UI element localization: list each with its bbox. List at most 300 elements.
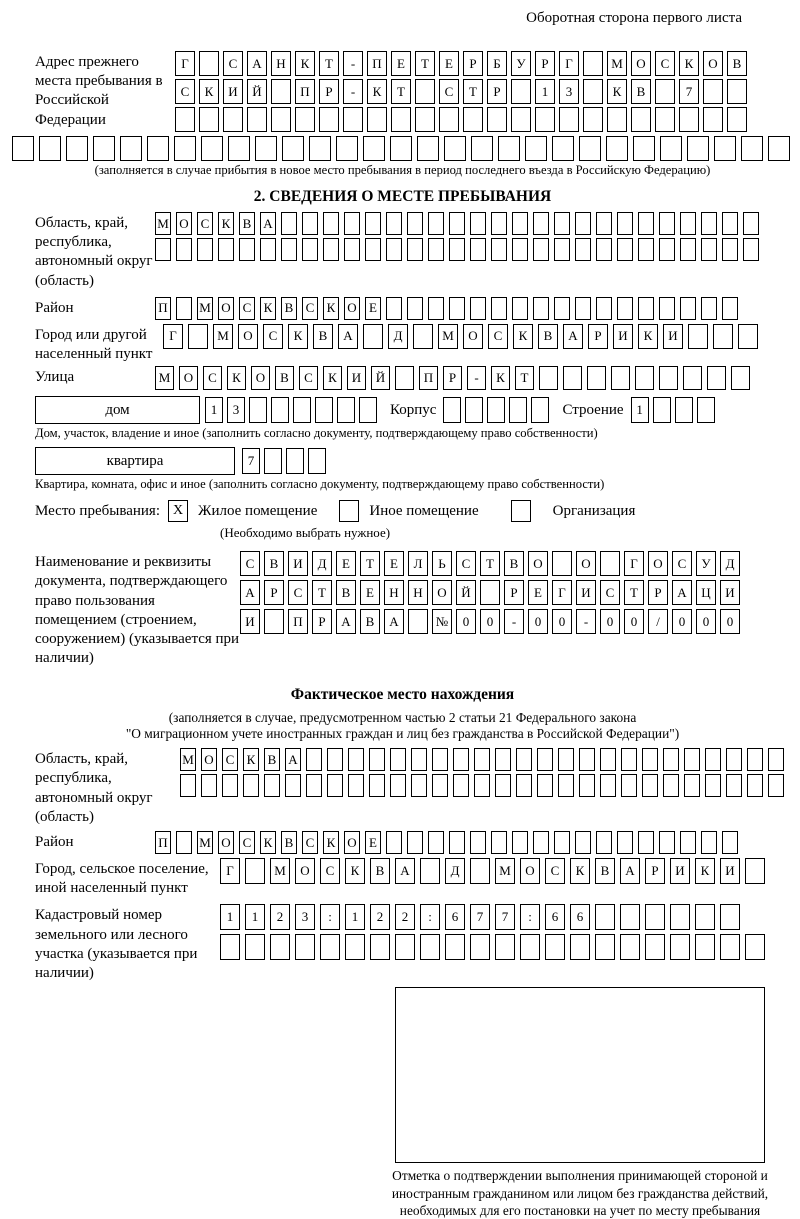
char-cell[interactable] bbox=[363, 324, 383, 349]
char-cell[interactable]: 2 bbox=[370, 904, 390, 930]
char-cell[interactable]: Р bbox=[504, 580, 524, 605]
char-cell[interactable] bbox=[621, 774, 637, 797]
char-cell[interactable]: А bbox=[285, 748, 301, 771]
char-cell[interactable] bbox=[395, 934, 415, 960]
char-cell[interactable] bbox=[747, 748, 763, 771]
char-cell[interactable]: 0 bbox=[624, 609, 644, 634]
char-cell[interactable]: С bbox=[299, 366, 318, 390]
char-cell[interactable] bbox=[487, 397, 505, 423]
char-cell[interactable] bbox=[201, 136, 223, 161]
char-cell[interactable] bbox=[531, 397, 549, 423]
char-cell[interactable] bbox=[260, 238, 276, 261]
char-cell[interactable] bbox=[705, 774, 721, 797]
char-cell[interactable]: Р bbox=[319, 79, 339, 104]
char-cell[interactable] bbox=[495, 774, 511, 797]
char-cell[interactable]: И bbox=[663, 324, 683, 349]
district-row[interactable] bbox=[155, 297, 743, 320]
char-cell[interactable]: А bbox=[260, 212, 276, 235]
char-cell[interactable] bbox=[655, 79, 675, 104]
char-cell[interactable] bbox=[579, 136, 601, 161]
char-cell[interactable] bbox=[295, 934, 315, 960]
char-cell[interactable] bbox=[621, 748, 637, 771]
char-cell[interactable] bbox=[491, 831, 507, 854]
char-cell[interactable] bbox=[713, 324, 733, 349]
char-cell[interactable]: И bbox=[347, 366, 366, 390]
char-cell[interactable]: Д bbox=[312, 551, 332, 576]
char-cell[interactable]: О bbox=[463, 324, 483, 349]
char-cell[interactable] bbox=[471, 136, 493, 161]
char-cell[interactable]: К bbox=[199, 79, 219, 104]
city-row[interactable] bbox=[163, 324, 763, 349]
char-cell[interactable]: С bbox=[600, 580, 620, 605]
checkbox-residential[interactable]: X bbox=[168, 500, 188, 522]
char-cell[interactable] bbox=[575, 212, 591, 235]
char-cell[interactable]: С bbox=[203, 366, 222, 390]
char-cell[interactable] bbox=[695, 904, 715, 930]
char-cell[interactable]: А bbox=[336, 609, 356, 634]
char-cell[interactable] bbox=[525, 136, 547, 161]
char-cell[interactable] bbox=[395, 366, 414, 390]
char-cell[interactable]: С bbox=[175, 79, 195, 104]
char-cell[interactable]: В bbox=[275, 366, 294, 390]
apartment-number-cells[interactable] bbox=[242, 448, 330, 474]
char-cell[interactable] bbox=[365, 212, 381, 235]
char-cell[interactable] bbox=[369, 774, 385, 797]
char-cell[interactable] bbox=[344, 212, 360, 235]
char-cell[interactable]: Р bbox=[463, 51, 483, 76]
char-cell[interactable]: У bbox=[696, 551, 716, 576]
char-cell[interactable] bbox=[575, 297, 591, 320]
char-cell[interactable] bbox=[348, 748, 364, 771]
prev-address-row-1[interactable] bbox=[175, 51, 751, 76]
char-cell[interactable]: В bbox=[595, 858, 615, 884]
char-cell[interactable]: К bbox=[218, 212, 234, 235]
char-cell[interactable] bbox=[583, 107, 603, 132]
char-cell[interactable] bbox=[638, 831, 654, 854]
char-cell[interactable]: К bbox=[638, 324, 658, 349]
char-cell[interactable] bbox=[147, 136, 169, 161]
char-cell[interactable] bbox=[197, 238, 213, 261]
char-cell[interactable] bbox=[365, 238, 381, 261]
char-cell[interactable] bbox=[345, 934, 365, 960]
char-cell[interactable] bbox=[359, 397, 377, 423]
char-cell[interactable] bbox=[701, 297, 717, 320]
char-cell[interactable]: Т bbox=[515, 366, 534, 390]
actual-district-row[interactable] bbox=[155, 831, 743, 854]
char-cell[interactable] bbox=[463, 107, 483, 132]
char-cell[interactable]: 1 bbox=[205, 397, 223, 423]
char-cell[interactable] bbox=[684, 748, 700, 771]
char-cell[interactable] bbox=[659, 212, 675, 235]
char-cell[interactable]: Р bbox=[588, 324, 608, 349]
char-cell[interactable]: 3 bbox=[227, 397, 245, 423]
char-cell[interactable] bbox=[407, 212, 423, 235]
char-cell[interactable]: В bbox=[631, 79, 651, 104]
char-cell[interactable] bbox=[533, 831, 549, 854]
char-cell[interactable] bbox=[411, 774, 427, 797]
char-cell[interactable]: Е bbox=[360, 580, 380, 605]
char-cell[interactable]: Е bbox=[365, 831, 381, 854]
char-cell[interactable] bbox=[595, 904, 615, 930]
korpus-cells[interactable] bbox=[443, 397, 553, 423]
char-cell[interactable] bbox=[391, 107, 411, 132]
char-cell[interactable] bbox=[768, 774, 784, 797]
char-cell[interactable]: М bbox=[607, 51, 627, 76]
char-cell[interactable] bbox=[295, 107, 315, 132]
char-cell[interactable] bbox=[663, 748, 679, 771]
char-cell[interactable]: М bbox=[495, 858, 515, 884]
char-cell[interactable] bbox=[743, 212, 759, 235]
char-cell[interactable] bbox=[306, 748, 322, 771]
char-cell[interactable]: К bbox=[227, 366, 246, 390]
char-cell[interactable] bbox=[453, 774, 469, 797]
char-cell[interactable]: С bbox=[240, 551, 260, 576]
char-cell[interactable]: О bbox=[520, 858, 540, 884]
char-cell[interactable] bbox=[512, 238, 528, 261]
char-cell[interactable]: К bbox=[570, 858, 590, 884]
char-cell[interactable] bbox=[386, 831, 402, 854]
char-cell[interactable] bbox=[545, 934, 565, 960]
char-cell[interactable] bbox=[199, 107, 219, 132]
char-cell[interactable] bbox=[415, 107, 435, 132]
char-cell[interactable]: К bbox=[260, 297, 276, 320]
char-cell[interactable] bbox=[701, 831, 717, 854]
char-cell[interactable]: П bbox=[288, 609, 308, 634]
char-cell[interactable]: И bbox=[613, 324, 633, 349]
char-cell[interactable] bbox=[432, 748, 448, 771]
char-cell[interactable] bbox=[575, 238, 591, 261]
char-cell[interactable] bbox=[271, 79, 291, 104]
char-cell[interactable] bbox=[631, 107, 651, 132]
char-cell[interactable]: О bbox=[295, 858, 315, 884]
char-cell[interactable]: В bbox=[281, 831, 297, 854]
char-cell[interactable] bbox=[498, 136, 520, 161]
char-cell[interactable] bbox=[642, 774, 658, 797]
char-cell[interactable] bbox=[66, 136, 88, 161]
checkbox-other-premises[interactable] bbox=[339, 500, 359, 522]
char-cell[interactable]: К bbox=[323, 366, 342, 390]
char-cell[interactable]: Г bbox=[163, 324, 183, 349]
char-cell[interactable] bbox=[554, 831, 570, 854]
char-cell[interactable] bbox=[680, 831, 696, 854]
char-cell[interactable] bbox=[745, 934, 765, 960]
char-cell[interactable]: К bbox=[491, 366, 510, 390]
char-cell[interactable] bbox=[308, 448, 326, 474]
char-cell[interactable]: Й bbox=[456, 580, 476, 605]
char-cell[interactable] bbox=[688, 324, 708, 349]
char-cell[interactable]: Е bbox=[336, 551, 356, 576]
char-cell[interactable] bbox=[533, 238, 549, 261]
char-cell[interactable] bbox=[575, 831, 591, 854]
char-cell[interactable] bbox=[264, 448, 282, 474]
char-cell[interactable] bbox=[201, 774, 217, 797]
char-cell[interactable] bbox=[611, 366, 630, 390]
char-cell[interactable] bbox=[281, 238, 297, 261]
char-cell[interactable] bbox=[638, 238, 654, 261]
char-cell[interactable] bbox=[367, 107, 387, 132]
char-cell[interactable] bbox=[420, 934, 440, 960]
char-cell[interactable]: И bbox=[240, 609, 260, 634]
char-cell[interactable] bbox=[428, 238, 444, 261]
char-cell[interactable]: 1 bbox=[245, 904, 265, 930]
char-cell[interactable] bbox=[491, 297, 507, 320]
char-cell[interactable]: В bbox=[264, 748, 280, 771]
char-cell[interactable] bbox=[617, 238, 633, 261]
char-cell[interactable] bbox=[470, 212, 486, 235]
char-cell[interactable] bbox=[509, 397, 527, 423]
char-cell[interactable]: 7 bbox=[470, 904, 490, 930]
char-cell[interactable] bbox=[470, 831, 486, 854]
char-cell[interactable]: Т bbox=[480, 551, 500, 576]
char-cell[interactable] bbox=[559, 107, 579, 132]
char-cell[interactable] bbox=[617, 297, 633, 320]
char-cell[interactable] bbox=[415, 79, 435, 104]
char-cell[interactable] bbox=[344, 238, 360, 261]
char-cell[interactable] bbox=[306, 774, 322, 797]
char-cell[interactable] bbox=[635, 366, 654, 390]
char-cell[interactable] bbox=[600, 774, 616, 797]
char-cell[interactable]: Б bbox=[487, 51, 507, 76]
char-cell[interactable]: С bbox=[655, 51, 675, 76]
char-cell[interactable]: С bbox=[239, 831, 255, 854]
char-cell[interactable] bbox=[417, 136, 439, 161]
char-cell[interactable]: О bbox=[218, 297, 234, 320]
char-cell[interactable] bbox=[670, 934, 690, 960]
char-cell[interactable] bbox=[659, 366, 678, 390]
char-cell[interactable] bbox=[474, 774, 490, 797]
region-row-2[interactable] bbox=[155, 238, 764, 261]
char-cell[interactable]: 0 bbox=[720, 609, 740, 634]
char-cell[interactable]: П bbox=[419, 366, 438, 390]
char-cell[interactable]: - bbox=[343, 51, 363, 76]
char-cell[interactable]: Е bbox=[365, 297, 381, 320]
char-cell[interactable] bbox=[309, 136, 331, 161]
char-cell[interactable]: О bbox=[344, 831, 360, 854]
char-cell[interactable] bbox=[701, 238, 717, 261]
char-cell[interactable]: А bbox=[395, 858, 415, 884]
char-cell[interactable] bbox=[563, 366, 582, 390]
char-cell[interactable] bbox=[595, 934, 615, 960]
char-cell[interactable] bbox=[633, 136, 655, 161]
char-cell[interactable] bbox=[638, 212, 654, 235]
char-cell[interactable] bbox=[407, 238, 423, 261]
char-cell[interactable] bbox=[220, 934, 240, 960]
char-cell[interactable]: В bbox=[538, 324, 558, 349]
char-cell[interactable] bbox=[302, 238, 318, 261]
char-cell[interactable]: : bbox=[320, 904, 340, 930]
char-cell[interactable]: Р bbox=[535, 51, 555, 76]
char-cell[interactable]: 7 bbox=[242, 448, 260, 474]
char-cell[interactable] bbox=[337, 397, 355, 423]
char-cell[interactable]: Р bbox=[648, 580, 668, 605]
char-cell[interactable] bbox=[12, 136, 34, 161]
char-cell[interactable] bbox=[596, 212, 612, 235]
char-cell[interactable]: Т bbox=[312, 580, 332, 605]
char-cell[interactable] bbox=[222, 774, 238, 797]
char-cell[interactable]: К bbox=[607, 79, 627, 104]
char-cell[interactable] bbox=[444, 136, 466, 161]
char-cell[interactable]: № bbox=[432, 609, 452, 634]
char-cell[interactable]: М bbox=[197, 831, 213, 854]
char-cell[interactable]: : bbox=[420, 904, 440, 930]
char-cell[interactable] bbox=[583, 51, 603, 76]
char-cell[interactable]: : bbox=[520, 904, 540, 930]
char-cell[interactable] bbox=[247, 107, 267, 132]
char-cell[interactable]: Д bbox=[388, 324, 408, 349]
char-cell[interactable] bbox=[413, 324, 433, 349]
char-cell[interactable]: Г bbox=[559, 51, 579, 76]
char-cell[interactable] bbox=[449, 297, 465, 320]
char-cell[interactable]: М bbox=[438, 324, 458, 349]
char-cell[interactable]: К bbox=[243, 748, 259, 771]
char-cell[interactable]: 6 bbox=[445, 904, 465, 930]
char-cell[interactable] bbox=[606, 136, 628, 161]
char-cell[interactable] bbox=[596, 831, 612, 854]
char-cell[interactable]: В bbox=[336, 580, 356, 605]
char-cell[interactable] bbox=[443, 397, 461, 423]
document-row-1[interactable] bbox=[240, 551, 744, 576]
char-cell[interactable]: Л bbox=[408, 551, 428, 576]
char-cell[interactable]: И bbox=[670, 858, 690, 884]
char-cell[interactable] bbox=[727, 79, 747, 104]
char-cell[interactable] bbox=[511, 79, 531, 104]
char-cell[interactable]: 0 bbox=[480, 609, 500, 634]
char-cell[interactable] bbox=[743, 238, 759, 261]
char-cell[interactable]: И bbox=[576, 580, 596, 605]
char-cell[interactable]: Т bbox=[360, 551, 380, 576]
char-cell[interactable] bbox=[687, 136, 709, 161]
char-cell[interactable] bbox=[722, 212, 738, 235]
char-cell[interactable] bbox=[495, 934, 515, 960]
char-cell[interactable] bbox=[512, 831, 528, 854]
char-cell[interactable]: С bbox=[223, 51, 243, 76]
char-cell[interactable]: В bbox=[727, 51, 747, 76]
char-cell[interactable] bbox=[535, 107, 555, 132]
char-cell[interactable]: К bbox=[260, 831, 276, 854]
char-cell[interactable]: Р bbox=[487, 79, 507, 104]
char-cell[interactable] bbox=[533, 212, 549, 235]
char-cell[interactable]: И bbox=[223, 79, 243, 104]
char-cell[interactable] bbox=[176, 831, 192, 854]
street-row[interactable] bbox=[155, 366, 755, 390]
char-cell[interactable] bbox=[228, 136, 250, 161]
char-cell[interactable]: П bbox=[295, 79, 315, 104]
char-cell[interactable]: К bbox=[345, 858, 365, 884]
house-type-box[interactable]: дом bbox=[35, 396, 200, 424]
char-cell[interactable]: В bbox=[360, 609, 380, 634]
char-cell[interactable] bbox=[659, 297, 675, 320]
char-cell[interactable] bbox=[176, 238, 192, 261]
char-cell[interactable]: Т bbox=[415, 51, 435, 76]
char-cell[interactable]: 1 bbox=[220, 904, 240, 930]
char-cell[interactable]: П bbox=[155, 831, 171, 854]
char-cell[interactable] bbox=[684, 774, 700, 797]
char-cell[interactable] bbox=[726, 774, 742, 797]
char-cell[interactable]: К bbox=[679, 51, 699, 76]
char-cell[interactable] bbox=[537, 748, 553, 771]
char-cell[interactable] bbox=[491, 238, 507, 261]
char-cell[interactable] bbox=[516, 748, 532, 771]
char-cell[interactable] bbox=[745, 858, 765, 884]
char-cell[interactable] bbox=[449, 238, 465, 261]
char-cell[interactable] bbox=[411, 748, 427, 771]
char-cell[interactable] bbox=[558, 748, 574, 771]
char-cell[interactable] bbox=[239, 238, 255, 261]
char-cell[interactable] bbox=[370, 934, 390, 960]
char-cell[interactable]: С bbox=[672, 551, 692, 576]
char-cell[interactable]: 6 bbox=[545, 904, 565, 930]
char-cell[interactable] bbox=[245, 858, 265, 884]
char-cell[interactable]: О bbox=[703, 51, 723, 76]
char-cell[interactable]: О bbox=[201, 748, 217, 771]
char-cell[interactable] bbox=[583, 79, 603, 104]
char-cell[interactable]: С bbox=[239, 297, 255, 320]
char-cell[interactable]: Ь bbox=[432, 551, 452, 576]
char-cell[interactable] bbox=[175, 107, 195, 132]
char-cell[interactable]: Т bbox=[319, 51, 339, 76]
char-cell[interactable]: Г bbox=[220, 858, 240, 884]
char-cell[interactable] bbox=[617, 831, 633, 854]
char-cell[interactable]: - bbox=[343, 79, 363, 104]
char-cell[interactable]: / bbox=[648, 609, 668, 634]
char-cell[interactable]: 3 bbox=[559, 79, 579, 104]
char-cell[interactable]: Е bbox=[528, 580, 548, 605]
char-cell[interactable] bbox=[282, 136, 304, 161]
char-cell[interactable] bbox=[327, 748, 343, 771]
char-cell[interactable] bbox=[738, 324, 758, 349]
char-cell[interactable]: 0 bbox=[672, 609, 692, 634]
char-cell[interactable]: Е bbox=[439, 51, 459, 76]
char-cell[interactable] bbox=[620, 904, 640, 930]
char-cell[interactable] bbox=[587, 366, 606, 390]
char-cell[interactable]: С bbox=[197, 212, 213, 235]
char-cell[interactable] bbox=[579, 748, 595, 771]
char-cell[interactable]: М bbox=[270, 858, 290, 884]
char-cell[interactable] bbox=[642, 748, 658, 771]
cadastre-row-1[interactable] bbox=[220, 904, 770, 930]
char-cell[interactable] bbox=[491, 212, 507, 235]
char-cell[interactable]: Е bbox=[391, 51, 411, 76]
char-cell[interactable] bbox=[327, 774, 343, 797]
char-cell[interactable]: Г bbox=[624, 551, 644, 576]
char-cell[interactable] bbox=[554, 297, 570, 320]
char-cell[interactable]: Н bbox=[271, 51, 291, 76]
char-cell[interactable] bbox=[449, 831, 465, 854]
char-cell[interactable] bbox=[701, 212, 717, 235]
char-cell[interactable] bbox=[369, 748, 385, 771]
char-cell[interactable] bbox=[714, 136, 736, 161]
char-cell[interactable] bbox=[659, 238, 675, 261]
stroenie-cells[interactable] bbox=[631, 397, 719, 423]
char-cell[interactable]: С bbox=[456, 551, 476, 576]
prev-address-row-3[interactable] bbox=[175, 107, 751, 132]
char-cell[interactable] bbox=[703, 107, 723, 132]
char-cell[interactable] bbox=[552, 551, 572, 576]
char-cell[interactable] bbox=[428, 831, 444, 854]
char-cell[interactable] bbox=[741, 136, 763, 161]
char-cell[interactable] bbox=[336, 136, 358, 161]
char-cell[interactable]: А bbox=[338, 324, 358, 349]
char-cell[interactable] bbox=[539, 366, 558, 390]
apartment-type-box[interactable]: квартира bbox=[35, 447, 235, 475]
char-cell[interactable]: 3 bbox=[295, 904, 315, 930]
char-cell[interactable] bbox=[320, 934, 340, 960]
char-cell[interactable] bbox=[120, 136, 142, 161]
char-cell[interactable] bbox=[570, 934, 590, 960]
char-cell[interactable] bbox=[390, 774, 406, 797]
char-cell[interactable] bbox=[720, 934, 740, 960]
char-cell[interactable]: О bbox=[631, 51, 651, 76]
